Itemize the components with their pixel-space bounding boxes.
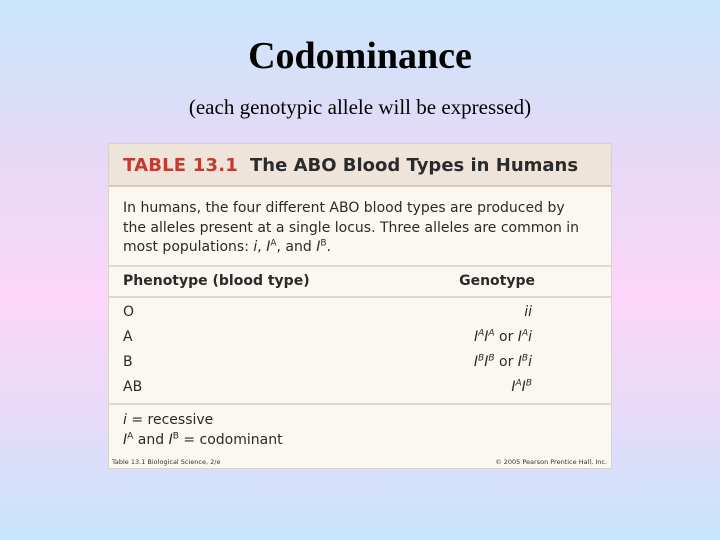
table-rows — [123, 302, 532, 402]
divider — [109, 403, 611, 405]
intro-line-3: most populations: i, $I^A$, and $I^B$. — [123, 238, 331, 255]
table-footer — [109, 457, 611, 468]
divider — [109, 265, 611, 267]
table-header — [109, 144, 611, 187]
footer-caption: Table 13.1 Biological Science, 2/e — [112, 458, 221, 466]
phenotype-cell: O — [123, 304, 135, 320]
table-row — [123, 352, 532, 377]
divider — [109, 296, 611, 298]
table-row — [123, 327, 532, 352]
intro-line-2: the alleles present at a single locus. Three alleles are common in — [123, 219, 580, 236]
note-recessive: i = recessive — [123, 412, 214, 428]
table-number: TABLE 13.1 — [123, 155, 238, 176]
genotype-cell: $I^AI^B$ — [511, 378, 532, 395]
genotype-cell: $I^BI^B$ or $I^Bi$ — [473, 353, 532, 370]
table-title: The ABO Blood Types in Humans — [250, 155, 579, 176]
phenotype-cell: B — [123, 354, 133, 370]
genotype-cell: $I^AI^A$ or $I^Ai$ — [473, 328, 532, 345]
table-intro — [123, 199, 598, 258]
table-row — [123, 377, 532, 402]
footer-copyright: © 2005 Pearson Prentice Hall, Inc. — [495, 458, 607, 466]
intro-line-1: In humans, the four different ABO blood types are produced by — [123, 200, 565, 216]
note-codominant: $I^A$ and $I^B$ = codominant — [123, 431, 283, 448]
table-notes — [123, 410, 283, 450]
phenotype-cell: A — [123, 329, 133, 345]
column-headers — [123, 273, 535, 295]
table-row — [123, 302, 532, 327]
slide-title: Codominance — [248, 35, 472, 77]
slide-subtitle: (each genotypic allele will be expressed) — [188, 95, 532, 119]
column-header-phenotype: Phenotype (blood type) — [123, 273, 310, 289]
genotype-cell: ii — [524, 304, 532, 320]
abo-table-figure — [109, 144, 611, 468]
column-header-genotype: Genotype — [459, 273, 535, 289]
phenotype-cell: AB — [123, 379, 143, 395]
